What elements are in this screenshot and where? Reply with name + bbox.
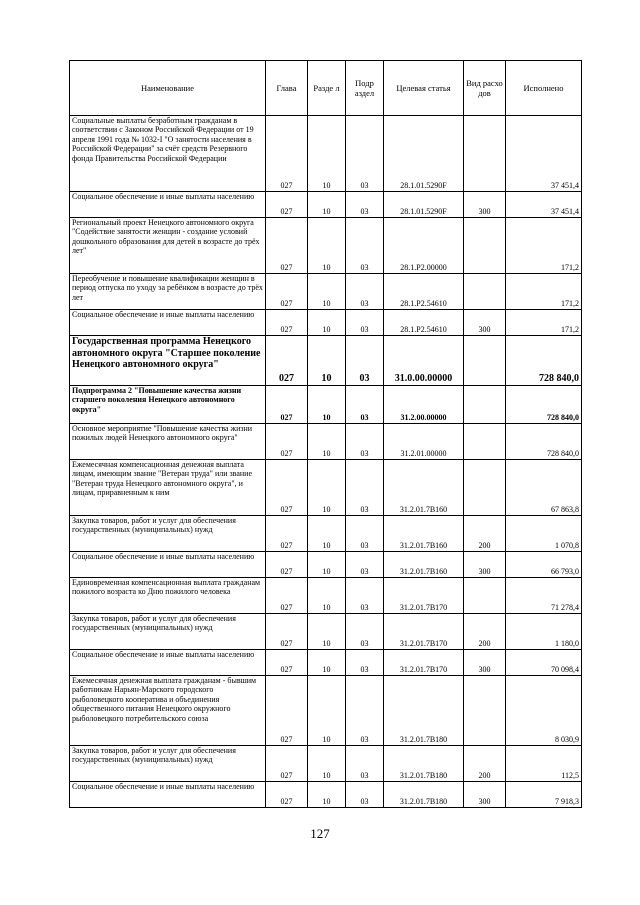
table-row [70, 578, 582, 614]
row-target: 31.2.00.00000 [384, 386, 464, 424]
page-number: 127 [310, 826, 330, 841]
row-chapter: 027 [266, 782, 308, 808]
table-row [70, 614, 582, 650]
table-row [70, 218, 582, 274]
row-name: Государственная программа Ненецкого автономного округа "Старшее поколение Ненецкого автономного округа" [70, 336, 266, 386]
row-type: 300 [464, 650, 506, 676]
row-target: 31.2.01.7В170 [384, 614, 464, 650]
row-name: Переобучение и повышение квалификации женщин в период отпуска по уходу за ребёнком в возрасте до трёх лет [70, 274, 266, 310]
row-chapter: 027 [266, 116, 308, 192]
row-chapter: 027 [266, 746, 308, 782]
row-executed: 171,2 [506, 218, 582, 274]
row-section: 10 [308, 310, 346, 336]
row-executed: 37 451,4 [506, 116, 582, 192]
row-target: 31.0.00.00000 [384, 336, 464, 386]
row-chapter: 027 [266, 614, 308, 650]
row-name: Единовременная компенсационная выплата гражданам пожилого возраста ко Дню пожилого человека [70, 578, 266, 614]
row-type [464, 578, 506, 614]
row-section: 10 [308, 746, 346, 782]
header-executed: Исполнено [506, 61, 582, 116]
row-subsection: 03 [346, 516, 384, 552]
row-name: Подпрограмма 2 "Повышение качества жизни старшего поколения Ненецкого автономного округа" [70, 386, 266, 424]
row-name: Закупка товаров, работ и услуг для обеспечения государственных (муниципальных) нужд [70, 746, 266, 782]
row-section: 10 [308, 336, 346, 386]
row-type: 200 [464, 516, 506, 552]
row-type: 200 [464, 746, 506, 782]
row-subsection: 03 [346, 192, 384, 218]
table-row [70, 516, 582, 552]
row-chapter: 027 [266, 578, 308, 614]
row-subsection: 03 [346, 676, 384, 746]
row-subsection: 03 [346, 336, 384, 386]
row-subsection: 03 [346, 552, 384, 578]
row-section: 10 [308, 424, 346, 460]
row-subsection: 03 [346, 460, 384, 516]
row-name: Основное мероприятие "Повышение качества жизни пожилых людей Ненецкого автономного округа" [70, 424, 266, 460]
row-executed: 70 098,4 [506, 650, 582, 676]
row-executed: 37 451,4 [506, 192, 582, 218]
row-section: 10 [308, 782, 346, 808]
table-row-program [70, 336, 582, 386]
row-chapter: 027 [266, 552, 308, 578]
row-target: 31.2.01.7В160 [384, 552, 464, 578]
table-row [70, 460, 582, 516]
row-executed: 66 793,0 [506, 552, 582, 578]
row-type [464, 424, 506, 460]
row-subsection: 03 [346, 424, 384, 460]
row-executed: 1 180,0 [506, 614, 582, 650]
row-target: 31.2.01.7В170 [384, 650, 464, 676]
row-section: 10 [308, 578, 346, 614]
row-section: 10 [308, 116, 346, 192]
row-target: 28.1.01.5290F [384, 192, 464, 218]
table-row-subprogram [70, 386, 582, 424]
row-target: 28.1.P2.54610 [384, 274, 464, 310]
row-chapter: 027 [266, 460, 308, 516]
row-name: Ежемесячная денежная выплата гражданам - бывшим работникам Нарьян-Марского городского рыболовецкого кооператива и объединения общественного питания Ненецкого окружного рыболовецкого потребительского союза [70, 676, 266, 746]
row-chapter: 027 [266, 192, 308, 218]
row-target: 28.1.P2.00000 [384, 218, 464, 274]
budget-table [69, 60, 582, 808]
table-row [70, 676, 582, 746]
row-section: 10 [308, 614, 346, 650]
row-subsection: 03 [346, 746, 384, 782]
table-row [70, 116, 582, 192]
row-type [464, 460, 506, 516]
header-type: Вид расхо дов [464, 61, 506, 116]
row-type: 300 [464, 782, 506, 808]
row-type: 200 [464, 614, 506, 650]
row-chapter: 027 [266, 218, 308, 274]
row-target: 31.2.01.7В170 [384, 578, 464, 614]
row-type: 300 [464, 192, 506, 218]
row-chapter: 027 [266, 424, 308, 460]
row-subsection: 03 [346, 614, 384, 650]
row-executed: 71 278,4 [506, 578, 582, 614]
header-target: Целевая статья [384, 61, 464, 116]
row-chapter: 027 [266, 650, 308, 676]
row-type: 300 [464, 310, 506, 336]
row-target: 31.2.01.7В180 [384, 782, 464, 808]
row-name: Закупка товаров, работ и услуг для обеспечения государственных (муниципальных) нужд [70, 516, 266, 552]
row-type [464, 116, 506, 192]
row-executed: 728 840,0 [506, 386, 582, 424]
row-target: 31.2.01.7В180 [384, 676, 464, 746]
row-type: 300 [464, 552, 506, 578]
table-row [70, 274, 582, 310]
row-executed: 8 030,9 [506, 676, 582, 746]
table-row [70, 746, 582, 782]
row-name: Социальное обеспечение и иные выплаты населению [70, 552, 266, 578]
row-executed: 112,5 [506, 746, 582, 782]
row-section: 10 [308, 516, 346, 552]
table-row [70, 424, 582, 460]
row-target: 28.1.P2.54610 [384, 310, 464, 336]
row-executed: 728 840,0 [506, 424, 582, 460]
row-subsection: 03 [346, 578, 384, 614]
row-name: Региональный проект Ненецкого автономного округа "Содействие занятости женщин - создание условий дошкольного образования для детей в возрасте до трёх лет" [70, 218, 266, 274]
row-type [464, 676, 506, 746]
row-target: 31.2.01.7В180 [384, 746, 464, 782]
row-executed: 67 863,8 [506, 460, 582, 516]
row-chapter: 027 [266, 386, 308, 424]
row-section: 10 [308, 676, 346, 746]
row-executed: 7 918,3 [506, 782, 582, 808]
row-chapter: 027 [266, 676, 308, 746]
row-executed: 171,2 [506, 274, 582, 310]
row-name: Ежемесячная компенсационная денежная выплата лицам, имеющим звание "Ветеран труда" или звание "Ветеран труда Ненецкого автономного округа", и лицам, приравненным к ним [70, 460, 266, 516]
header-name: Наименование [70, 61, 266, 116]
table-row [70, 552, 582, 578]
row-section: 10 [308, 218, 346, 274]
row-chapter: 027 [266, 336, 308, 386]
row-name: Социальное обеспечение и иные выплаты населению [70, 782, 266, 808]
header-subsection: Подр аздел [346, 61, 384, 116]
row-section: 10 [308, 192, 346, 218]
row-target: 31.2.01.00000 [384, 424, 464, 460]
row-name: Закупка товаров, работ и услуг для обеспечения государственных (муниципальных) нужд [70, 614, 266, 650]
row-type [464, 218, 506, 274]
row-section: 10 [308, 386, 346, 424]
row-name: Социальное обеспечение и иные выплаты населению [70, 310, 266, 336]
table-row [70, 192, 582, 218]
header-section: Разде л [308, 61, 346, 116]
row-section: 10 [308, 460, 346, 516]
row-subsection: 03 [346, 650, 384, 676]
row-chapter: 027 [266, 516, 308, 552]
row-executed: 171,2 [506, 310, 582, 336]
row-subsection: 03 [346, 218, 384, 274]
row-type [464, 274, 506, 310]
row-type [464, 386, 506, 424]
row-subsection: 03 [346, 310, 384, 336]
row-target: 28.1.01.5290F [384, 116, 464, 192]
row-target: 31.2.01.7В160 [384, 460, 464, 516]
table-row [70, 782, 582, 808]
row-section: 10 [308, 274, 346, 310]
row-subsection: 03 [346, 386, 384, 424]
row-executed: 1 070,8 [506, 516, 582, 552]
row-executed: 728 840,0 [506, 336, 582, 386]
row-subsection: 03 [346, 116, 384, 192]
row-subsection: 03 [346, 274, 384, 310]
row-type [464, 336, 506, 386]
row-subsection: 03 [346, 782, 384, 808]
row-section: 10 [308, 650, 346, 676]
row-name: Социальное обеспечение и иные выплаты населению [70, 192, 266, 218]
table-header-row [70, 61, 582, 116]
table-row [70, 650, 582, 676]
row-name: Социальные выплаты безработным гражданам в соответствии с Законом Российской Федерации от 19 апреля 1991 года № 1032-I "О занятости населения в Российской Федерации" за счёт средств Резервного фонда Правительства Российской Федерации [70, 116, 266, 192]
row-chapter: 027 [266, 274, 308, 310]
row-name: Социальное обеспечение и иные выплаты населению [70, 650, 266, 676]
row-target: 31.2.01.7В160 [384, 516, 464, 552]
table-row [70, 310, 582, 336]
row-section: 10 [308, 552, 346, 578]
row-chapter: 027 [266, 310, 308, 336]
header-chapter: Глава [266, 61, 308, 116]
